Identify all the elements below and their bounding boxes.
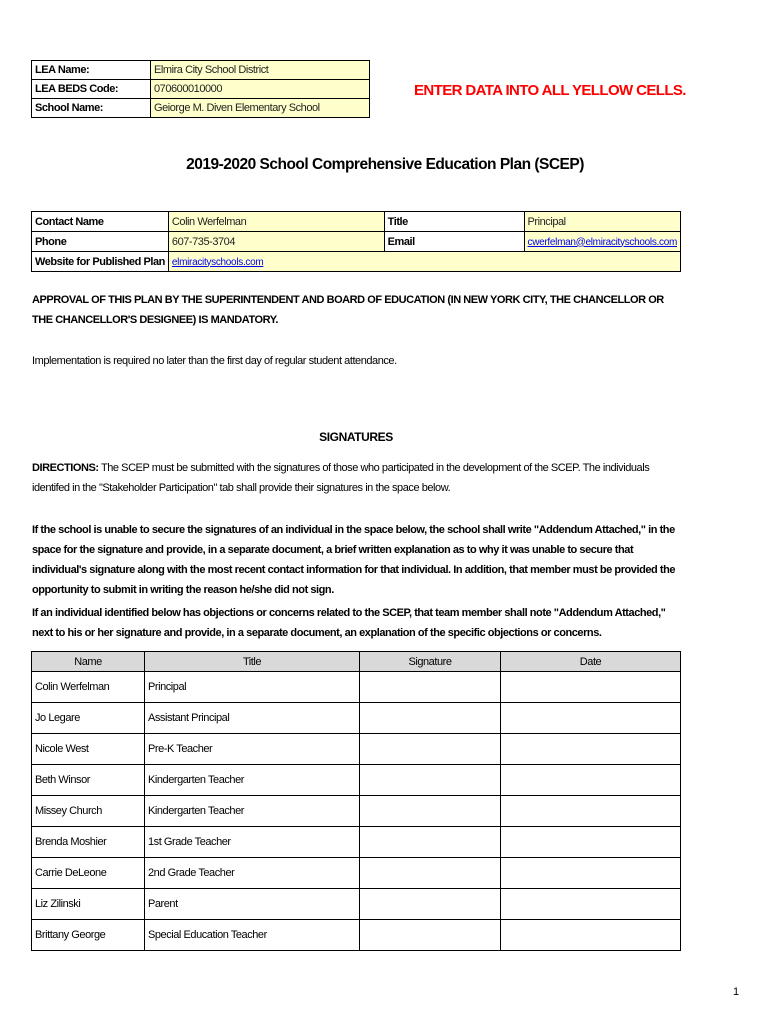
table-row: [32, 765, 681, 796]
date-cell[interactable]: [501, 703, 681, 734]
table-row: [32, 734, 681, 765]
date-cell[interactable]: [501, 827, 681, 858]
contact-table: [31, 211, 681, 272]
school-name-row: [32, 99, 370, 118]
signature-cell[interactable]: [360, 703, 501, 734]
table-row: [32, 920, 681, 951]
row-name: Brittany George: [32, 920, 145, 951]
date-cell[interactable]: [501, 672, 681, 703]
email-link[interactable]: cwerfelman@elmiracityschools.com: [527, 236, 677, 248]
signatures-heading: SIGNATURES: [319, 430, 393, 444]
table-row: [32, 858, 681, 889]
date-cell[interactable]: [501, 734, 681, 765]
row-title: Special Education Teacher: [145, 920, 360, 951]
row-name: Colin Werfelman: [32, 672, 145, 703]
row-name: Brenda Moshier: [32, 827, 145, 858]
row-title: Kindergarten Teacher: [145, 765, 360, 796]
lea-beds-label: LEA BEDS Code:: [32, 80, 151, 99]
table-row: [32, 889, 681, 920]
website-link[interactable]: elmiracityschools.com: [171, 256, 264, 268]
table-row: [32, 672, 681, 703]
lea-beds-value[interactable]: 070600010000: [151, 80, 370, 99]
signature-cell[interactable]: [360, 796, 501, 827]
signature-cell[interactable]: [360, 827, 501, 858]
row-title: Pre-K Teacher: [145, 734, 360, 765]
row-title: Parent: [145, 889, 360, 920]
date-cell[interactable]: [501, 765, 681, 796]
row-name: Carrie DeLeone: [32, 858, 145, 889]
page-number: 1: [733, 986, 740, 998]
signature-cell[interactable]: [360, 734, 501, 765]
header-signature: Signature: [360, 652, 501, 672]
lea-name-value[interactable]: Elmira City School District: [151, 61, 370, 80]
date-cell[interactable]: [501, 858, 681, 889]
signature-cell[interactable]: [360, 765, 501, 796]
signature-table: [31, 651, 681, 951]
directions-paragraph: [32, 458, 682, 498]
phone-label: Phone: [32, 232, 169, 252]
lea-beds-row: [32, 80, 370, 99]
school-name-value[interactable]: Geiorge M. Diven Elementary School: [151, 99, 370, 118]
header-date: Date: [501, 652, 681, 672]
implementation-text: Implementation is required no later than the first day of regular student attendance.: [32, 355, 397, 367]
table-row: [32, 827, 681, 858]
signature-cell[interactable]: [360, 858, 501, 889]
header-name: Name: [32, 652, 145, 672]
lea-info-table: [31, 60, 370, 118]
signature-cell[interactable]: [360, 889, 501, 920]
yellow-cells-notice: ENTER DATA INTO ALL YELLOW CELLS.: [414, 82, 686, 99]
date-cell[interactable]: [501, 796, 681, 827]
date-cell[interactable]: [501, 920, 681, 951]
contact-name-row: [32, 212, 681, 232]
row-name: Liz Zilinski: [32, 889, 145, 920]
lea-name-row: [32, 61, 370, 80]
row-name: Missey Church: [32, 796, 145, 827]
row-name: Beth Winsor: [32, 765, 145, 796]
unable-to-sign-text: If the school is unable to secure the signatures of an individual in the space below, the school shall write "Addendum Attached," in the space for the signature and provide, in a separate document, a brief written explanation as to why it was unable to secure that individual's signature along with the most recent contact information for that individual. In addition, that member must be provided the opportunity to submit in writing the reason he/she did not sign.: [32, 524, 676, 596]
row-title: Principal: [145, 672, 360, 703]
header-title: Title: [145, 652, 360, 672]
approval-text: APPROVAL OF THIS PLAN BY THE SUPERINTENDENT AND BOARD OF EDUCATION (IN NEW YORK CITY, THE CHANCELLOR OR THE CHANCELLOR'S DESIGNEE) IS MANDATORY.: [32, 294, 664, 326]
directions-text: The SCEP must be submitted with the signatures of those who participated in the development of the SCEP. The individuals identifed in the "Stakeholder Participation" tab shall provide their signatures in the space below.: [32, 462, 650, 494]
row-name: Nicole West: [32, 734, 145, 765]
signature-cell[interactable]: [360, 672, 501, 703]
signature-cell[interactable]: [360, 920, 501, 951]
title-value[interactable]: Principal: [524, 212, 680, 232]
signature-table-header: [32, 652, 681, 672]
row-title: Assistant Principal: [145, 703, 360, 734]
website-row: [32, 252, 681, 272]
title-label: Title: [384, 212, 524, 232]
row-title: 2nd Grade Teacher: [145, 858, 360, 889]
lea-name-label: LEA Name:: [32, 61, 151, 80]
contact-name-value[interactable]: Colin Werfelman: [168, 212, 384, 232]
row-title: Kindergarten Teacher: [145, 796, 360, 827]
website-label: Website for Published Plan: [32, 252, 169, 272]
phone-value[interactable]: 607-735-3704: [168, 232, 384, 252]
directions-label: DIRECTIONS:: [32, 462, 99, 474]
plan-title: 2019-2020 School Comprehensive Education Plan (SCEP): [186, 156, 584, 173]
row-name: Jo Legare: [32, 703, 145, 734]
date-cell[interactable]: [501, 889, 681, 920]
table-row: [32, 796, 681, 827]
contact-name-label: Contact Name: [32, 212, 169, 232]
objection-text: If an individual identified below has objections or concerns related to the SCEP, that team member shall note "Addendum Attached," next to his or her signature and provide, in a separate document, an explanation of the specific objections or concerns.: [32, 607, 666, 639]
school-name-label: School Name:: [32, 99, 151, 118]
row-title: 1st Grade Teacher: [145, 827, 360, 858]
table-row: [32, 703, 681, 734]
email-label: Email: [384, 232, 524, 252]
phone-row: [32, 232, 681, 252]
